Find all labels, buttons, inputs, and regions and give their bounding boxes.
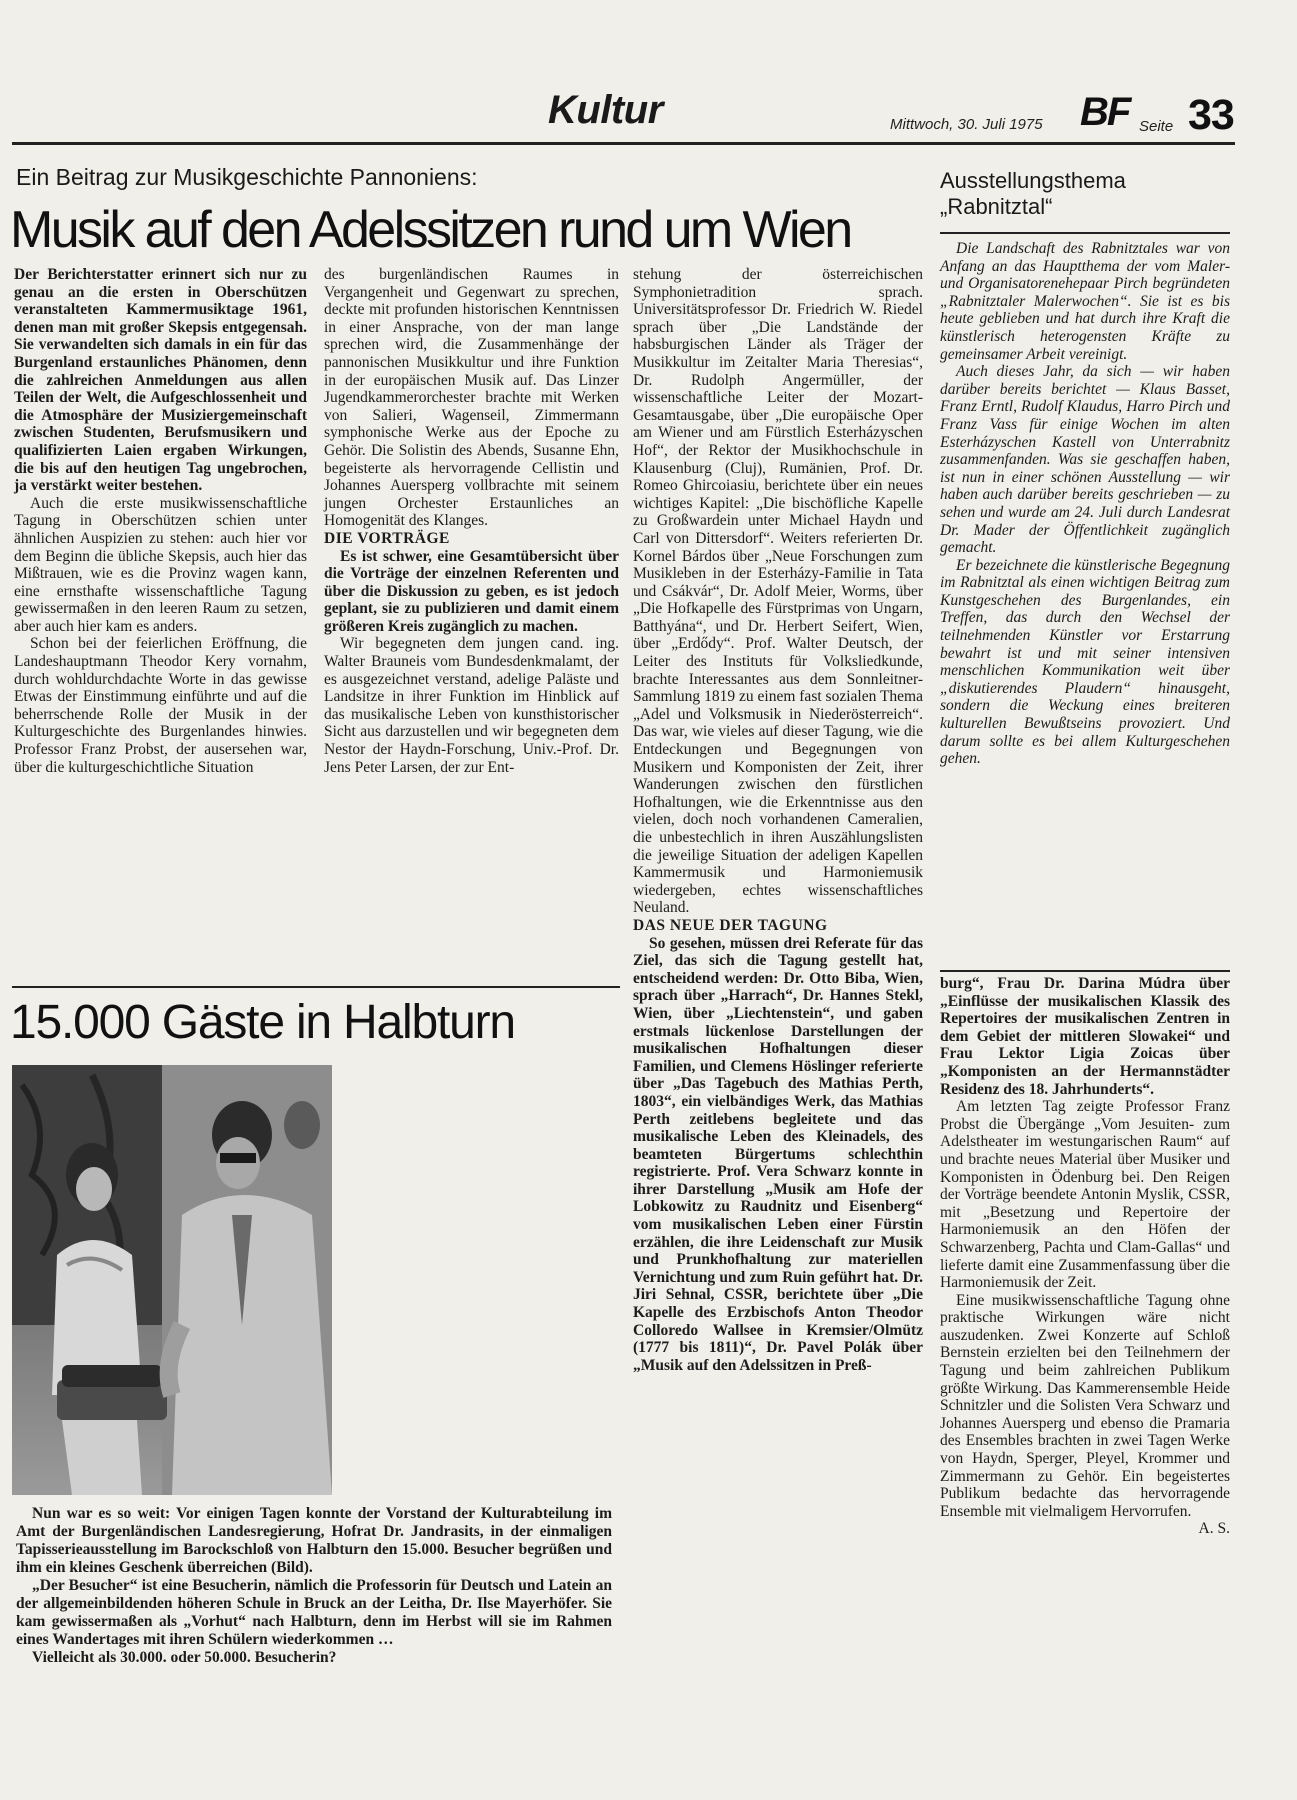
paragraph: Er bezeichnete die künstlerische Begegnung im Rabnitztal als einen wichtigen Beitrag zum Kunstgeschehen des Burgenlandes, ein Treffen, das durch den Wechsel der teilnehmenden Künstler vor Erstarrung bewahrt ist und mit seiner intensiven menschlichen Kommunikation weit über „diskutierendes Plaudern“ hinausgeht, sondern die Weckung eines breiteren kulturellen Bewußtseins provoziert. Und darum sollte es bei allem Kulturgeschehen gehen. — [940, 556, 1230, 768]
paragraph: burg“, Frau Dr. Darina Múdra über „Einflüsse der musikalischen Klassik des Repertoires der musikalischen Zentren in dem Gebiet der mittleren Slowakei“ und Frau Lektor Ligia Zoicas über „Komponisten an der Hermannstädter Residenz des 18. Jahrhunderts“. — [940, 975, 1230, 1098]
paragraph: Wir begegneten dem jungen cand. ing. Walter Brauneis vom Bundesdenkmalamt, der es ausgezeichnet verstand, adelige Paläste und Landsitze in ihrer Funktion im Hinblick auf das musikalische Leben von kunsthistorischer Sicht aus darzustellen und wir begegneten dem Nestor der Haydn-Forschung, Univ.-Prof. Dr. Jens Peter Larsen, der zur Ent- — [324, 635, 619, 776]
paragraph: stehung der österreichischen Symphonietradition sprach. Universitätsprofessor Dr. Friedrich W. Riedel sprach über „Die Landstände der habsburgischen Länder als Träger der Musikkultur im Zeitalter Maria Theresias“, Dr. Rudolph Angermüller, der wissenschaftliche Leiter der Mozart-Gesamtausgabe, über „Die europäische Oper am Wiener und am Fürstlich Esterházyschen Hof“, der Rektor der Musikhochschule in Klausenburg (Cluj), Rumänien, Prof. Dr. Romeo Ghircoiasiu, berichtete über ein neues wichtiges Kapitel: „Die bischöfliche Kapelle zu Großwardein unter Michael Haydn und Carl von Dittersdorf“. Weiters referierten Dr. Kornel Bárdos über „Neue Forschungen zum Musikleben in der Esterházy-Familie in Tata und Csákvár“, Dr. Adolf Meier, Worms, über „Die Hofkapelle des Fürstprimas von Ungarn, Batthyána“, und Dr. Herbert Seifert, Wien, über „Erdődy“. Prof. Walter Deutsch, der Leiter des Instituts für Volksliedkunde, brachte Interessantes aus dem Sonnleitner-Sammlung 1819 zu einem fast sozialen Thema „Adel und Volksmusik in Niederösterreich“. Das war, wie vieles auf dieser Tagung, wie die Entdeckungen und Begegnungen von Musikern und Komponisten der Zeit, ihrer Wanderungen zwischen den fürstlichen Hofhaltungen, wie die Erkenntnisse aus den vielen, doch noch vorhandenen Cameralien, die unbestechlich in ihren Auszählungslisten die jeweilige Situation der adeligen Kapellen Kammermusik und Harmoniemusik wiedergeben, echtes wissenschaftliches Neuland. — [633, 266, 923, 917]
article-title: Musik auf den Adelssitzen rund um Wien — [10, 201, 851, 259]
photo-illustration — [12, 1065, 332, 1495]
article-column-3 — [633, 266, 923, 1374]
newspaper-logo: BF — [1080, 90, 1130, 134]
article-column-2 — [324, 266, 619, 776]
subheading: DAS NEUE DER TAGUNG — [633, 916, 828, 934]
paragraph: Auch die erste musikwissenschaftliche Tagung in Oberschützen schien unter ähnlichen Auspizien zu stehen: auch hier vor dem Beginn die übliche Skepsis, auch hier das Mißtrauen, wie es die Provinz wagen kann, eine ernsthafte wissenschaftliche Tagung gewissermaßen in den leeren Raum zu setzen, aber auch hier kam es anders. — [14, 494, 307, 635]
page-number: 33 — [1188, 91, 1234, 139]
page-label: Seite — [1139, 118, 1174, 135]
photo-caption — [16, 1505, 612, 1667]
sidebar-bottom-rule — [940, 970, 1230, 972]
paragraph: Der Berichterstatter erinnert sich nur zu genau an die ersten in Oberschützen veranstalteten Kammermusiktage 1961, denen man mit großer Skepsis entgegensah. Sie verwandelten sich damals in ein für das Burgenland erstaunliches Phänomen, denn die zahlreichen Anmeldungen aus allen Teilen der Welt, die Aufgeschlossenheit und die Atmosphäre der Musiziergemeinschaft zwischen Studenten, Berufsmusikern und qualifizierten Laien ergaben Wirkungen, die bis auf den heutigen Tag ungebrochen, ja verstärkt weiter bestehen. — [14, 266, 307, 495]
sidebar-title-line: „Rabnitztal“ — [940, 194, 1053, 219]
caption-paragraph: „Der Besucher“ ist eine Besucherin, nämlich die Professorin für Deutsch und Latein an der allgemeinbildenden höheren Schule in Bruck an der Leitha, Dr. Ilse Mayerhöfer. Sie kam gewissermaßen als „Vorhut“ nach Halbturn, denn im Herbst will sie im Rahmen eines Wandertages mit ihren Schülern wiederkommen … — [16, 1577, 612, 1648]
paragraph: des burgenländischen Raumes in Vergangenheit und Gegenwart zu sprechen, deckte mit profunden historischen Kenntnissen in einer Ansprache, von der man lange sprechen wird, die Zusammenhänge der pannonischen Musikkultur und ihre Funktion in der europäischen Musik auf. Das Linzer Jugendkammerorchester brachte mit Werken von Salieri, Wagenseil, Zimmermann symphonische Werke aus der Epoche zu Gehör. Die Solistin des Abends, Susanne Ehn, begeisterte als hervorragende Cellistin und Johannes Auersperg vollbrachte mit seinem jungen Orchester Erstaunliches an Homogenität des Klanges. — [324, 266, 619, 530]
issue-date: Mittwoch, 30. Juli 1975 — [890, 116, 1043, 133]
news-photo — [12, 1065, 332, 1495]
paragraph: Schon bei der feierlichen Eröffnung, die Landeshauptmann Theodor Kery vornahm, durch wohldurchdachte Worte in das gewisse Etwas der Einstimmung einführte und auf die beherrschende Rolle der Musik in der Kulturgeschichte des Burgenlandes hinwies. Professor Franz Probst, der ausersehen war, über die kulturgeschichtliche Situation — [14, 635, 307, 776]
paragraph: Am letzten Tag zeigte Professor Franz Probst die Übergänge „Vom Jesuiten- zum Adelstheater im westungarischen Raum“ auf und brachte neues Material über Musiker und Komponisten in Ödenburg bei. Den Reigen der Vorträge beendete Antonin Myslik, CSSR, mit „Besetzung und Repertoire der Harmoniemusik an den Höfen der Schwarzenberg, Pachta und Clam-Gallas“ und lieferte damit eine Zusammenfassung über die Harmoniemusik der Zeit. — [940, 1098, 1230, 1292]
caption-paragraph: Nun war es so weit: Vor einigen Tagen konnte der Vorstand der Kulturabteilung im Amt der Burgenländischen Landesregierung, Hofrat Dr. Jandrasits, in der einmaligen Tapisserieausstellung im Barockschloß von Halbturn den 15.000. Besucher begrüßen und ihm ein kleines Geschenk überreichen (Bild). — [16, 1505, 612, 1576]
page-header — [0, 0, 1297, 150]
paragraph: Auch dieses Jahr, da sich — wir haben darüber bereits berichtet — Klaus Basset, Franz Erntl, Rudolf Klaudus, Harro Pirch und Franz Vass für einige Wochen im alten Esterházyschen Kastell von Unterrabnitz zusammenfanden. Was sie geschaffen haben, ist nun in einer schönen Ausstellung — wir haben auch darüber bereits geschrieben — zu sehen und wurde am 24. Juli durch Landesrat Dr. Mader der Öffentlichkeit zugänglich gemacht. — [940, 363, 1230, 557]
article-kicker: Ein Beitrag zur Musikgeschichte Pannoniens: — [16, 164, 478, 190]
sidebar-title — [940, 168, 1126, 220]
sidebar-rule — [940, 232, 1230, 234]
subheading: DIE VORTRÄGE — [324, 529, 450, 547]
article2-top-rule — [12, 986, 620, 988]
paragraph: So gesehen, müssen drei Referate für das Ziel, das sich die Tagung gestellt hat, entscheidend werden: Dr. Otto Biba, Wien, sprach über „Harrach“, Dr. Hannes Stekl, Wien, über „Liechtenstein“, und gaben erstmals lückenlose Darstellungen der musikalischen Hofhaltungen dieser Familien, und Clemens Höslinger referierte über „Das Tagebuch des Mathias Perth, 1803“, ein vielbändiges Werk, das Mathias Perth zeitlebens begleitete und das musikalische Leben des Kleinadels, des beamteten Bürgertums schlechthin registrierte. Prof. Vera Schwarz konnte in ihrer Darstellung „Musik am Hofe der Lobkowitz zu Raudnitz und Eisenberg“ vom musikalischen Leben einer Fürstin erzählen, die ihre Leidenschaft zur Musik und Prunkhofhaltung zur materiellen Vernichtung und zum Ruin geführt hat. Dr. Jiri Sehnal, CSSR, berichtete über „Die Kapelle des Erzbischofs Anton Theodor Colloredo Wallsee in Kremsier/Olmütz (1777 bis 1811)“, Dr. Pavel Polák über „Musik auf den Adelssitzen in Preß- — [633, 934, 923, 1374]
article-column-1 — [14, 266, 307, 776]
paragraph: Die Landschaft des Rabnitztales war von Anfang an das Hauptthema der vom Maler- und Organisatorenehepaar Pirch begründeten „Rabnitztaler Malerwochen“. Sie ist es bis heute geblieben und hat durch ihre Kraft die künstlerisch heterogensten Kräfte zu gemeinsamer Arbeit vereinigt. — [940, 240, 1230, 363]
caption-paragraph: Vielleicht als 30.000. oder 50.000. Besucherin? — [32, 1649, 337, 1666]
section-title: Kultur — [548, 88, 663, 132]
article-column-4 — [940, 975, 1230, 1538]
paragraph: Eine musikwissenschaftliche Tagung ohne praktische Wirkungen wäre nicht auszudenken. Zwei Konzerte auf Schloß Bernstein erzielten bei den Teilnehmern der Tagung und beim zahlreichen Publikum größte Wirkung. Das Kammerensemble Heide Schnitzler und die Solisten Vera Schwarz und Johannes Auersperg und ebenso die Pramaria des Ensembles brachten in zwei Tagen Werke von Haydn, Sperger, Pleyel, Krommer und Zimmermann zu Gehör. Ein begeistertes Publikum bedachte das hervorragende Ensemble mit vielmaligem Hervorrufen. — [940, 1291, 1230, 1520]
paragraph: Es ist schwer, eine Gesamtübersicht über die Vorträge der einzelnen Referenten und über die Diskussion zu geben, es ist jedoch geplant, sie zu publizieren und damit einem größeren Kreis zugänglich zu machen. — [324, 547, 619, 635]
article2-title: 15.000 Gäste in Halbturn — [10, 996, 515, 1049]
sidebar-title-line: Ausstellungsthema — [940, 168, 1126, 193]
sidebar-text — [940, 240, 1230, 768]
author-signature: A. S. — [1198, 1520, 1230, 1538]
header-rule — [12, 142, 1235, 145]
